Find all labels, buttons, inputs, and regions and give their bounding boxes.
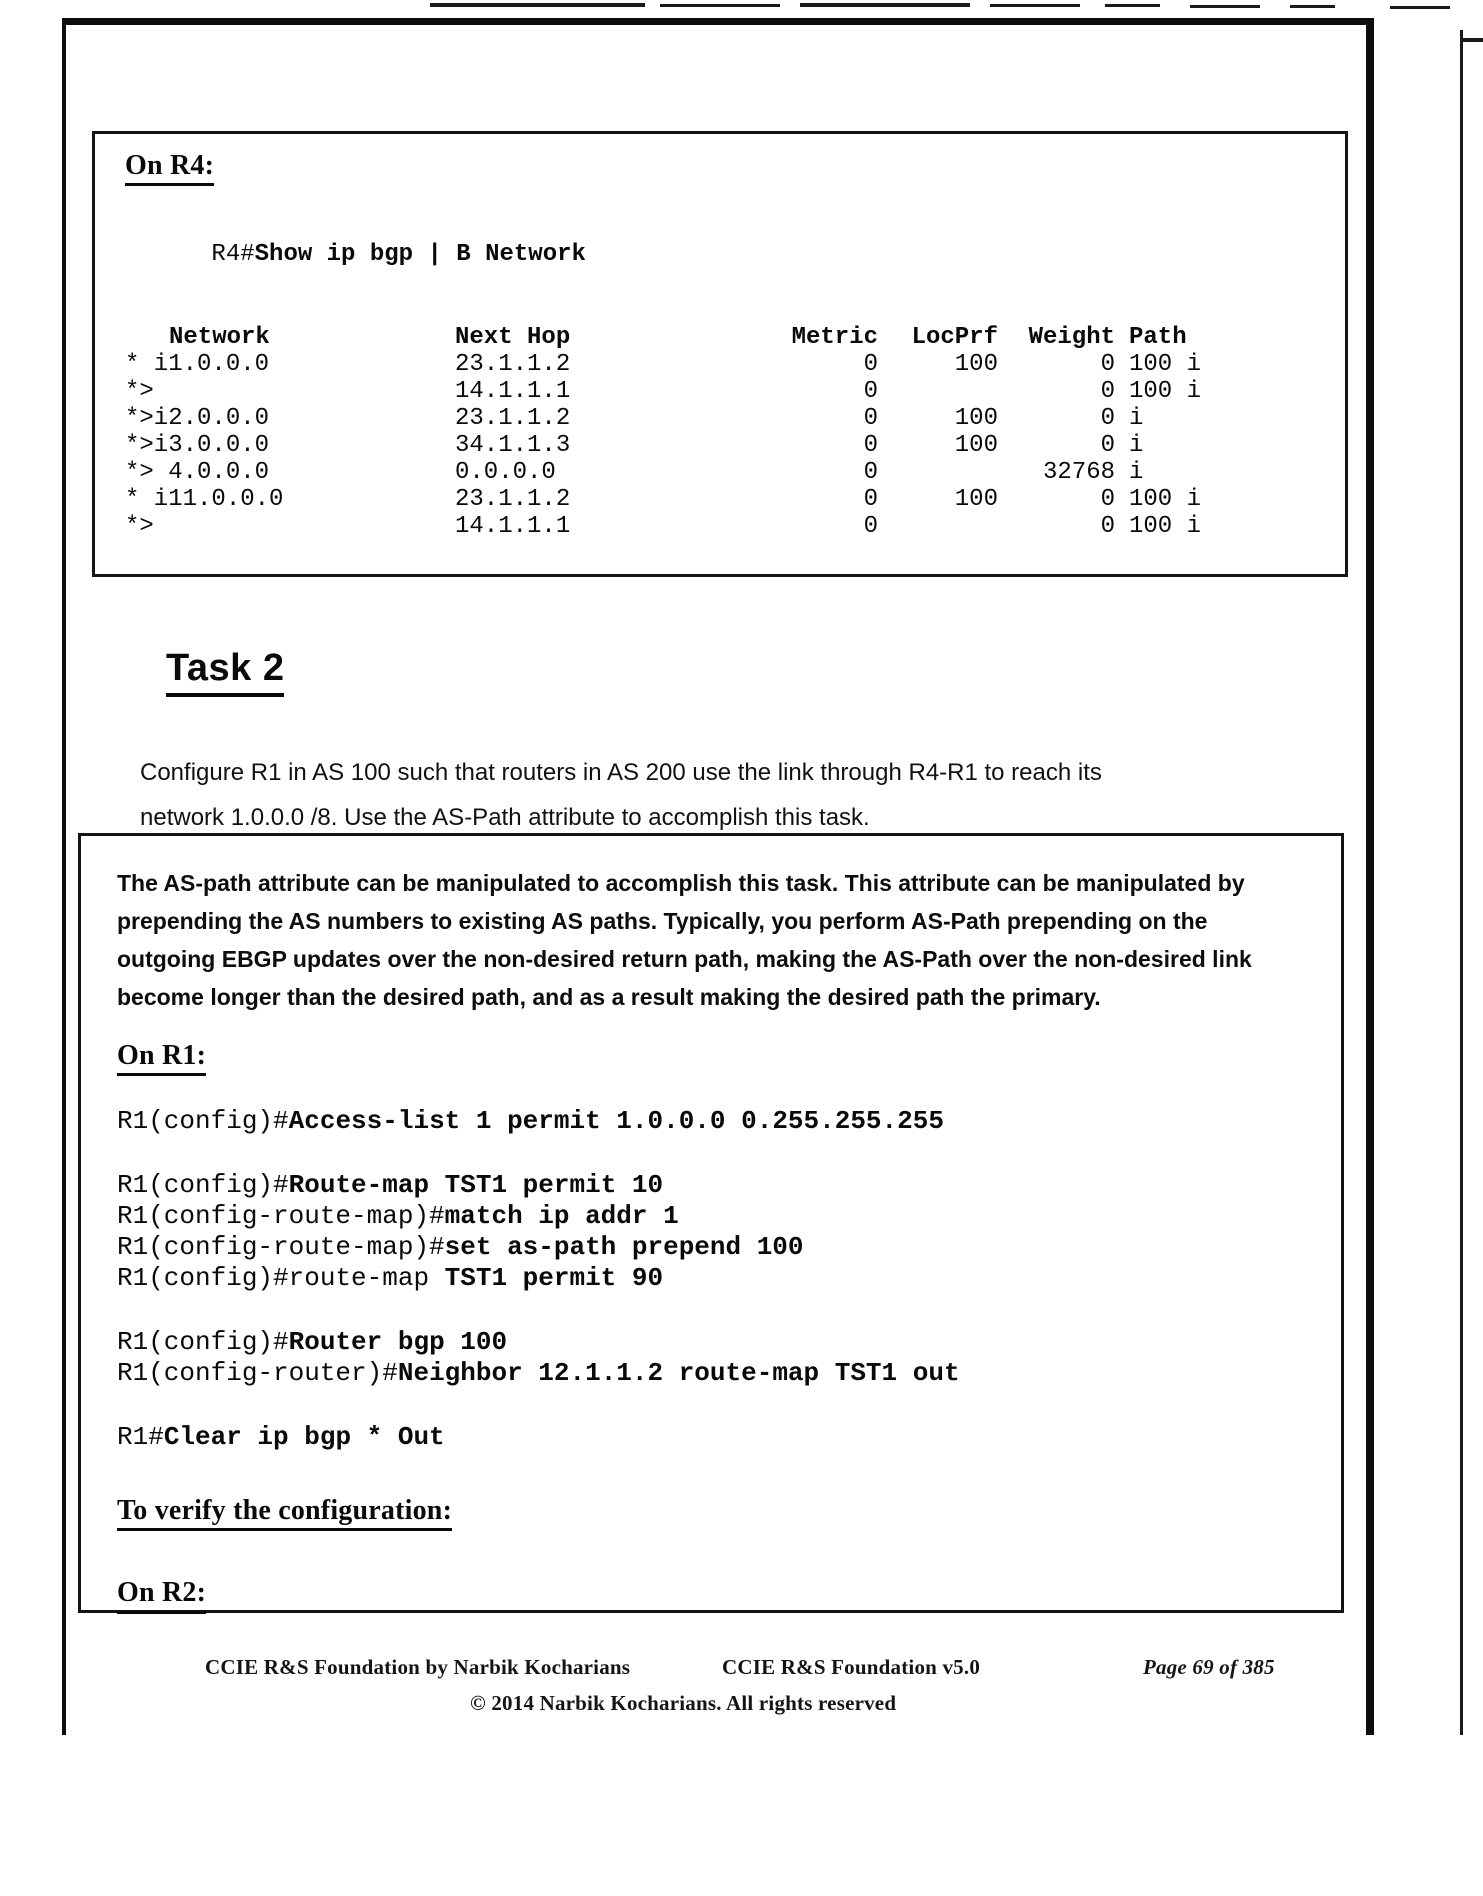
bgp-cell-weight: 0 — [1100, 432, 1115, 460]
bgp-cell-path: 100 i — [1129, 351, 1202, 379]
bgp-table — [125, 324, 1315, 540]
bgp-header-metric: Metric — [791, 324, 878, 352]
config-command-line — [117, 1170, 1301, 1201]
scan-artifact-dash — [660, 4, 780, 7]
scan-artifact-dash — [1190, 5, 1260, 8]
cli-prompt: R1(config)# — [117, 1170, 289, 1201]
config-command-line — [117, 1106, 1301, 1137]
command-group — [117, 1327, 1301, 1389]
scan-artifact-dash — [430, 3, 645, 7]
verify-heading: To verify the configuration: — [117, 1495, 452, 1531]
cli-prompt: R1(config-route-map)# — [117, 1201, 445, 1232]
bgp-cell-network: *> — [125, 378, 154, 406]
bgp-cell-next-hop: 23.1.1.2 — [455, 405, 571, 433]
cli-command: set as-path prepend 100 — [444, 1232, 804, 1263]
config-command-line — [117, 1201, 1301, 1232]
bgp-cell-next-hop: 0.0.0.0 — [455, 459, 556, 487]
cli-command: Clear ip bgp * Out — [163, 1422, 445, 1453]
config-command-line — [117, 1358, 1301, 1389]
config-command-line — [117, 1263, 1301, 1294]
bgp-cell-network: *> — [125, 513, 154, 541]
bgp-cell-locprf — [878, 378, 998, 405]
bgp-cell-locprf: 100 — [954, 351, 998, 379]
scan-edge-tick — [1462, 38, 1483, 42]
bgp-cell-path: i — [1129, 432, 1144, 460]
command-group — [117, 1170, 1301, 1294]
cli-command: TST1 permit 90 — [444, 1263, 664, 1294]
footer-version: CCIE R&S Foundation v5.0 — [722, 1655, 981, 1679]
command-group — [117, 1106, 1301, 1137]
bgp-cell-path: 100 i — [1129, 486, 1202, 514]
r4-output-box — [92, 131, 1348, 577]
bgp-cell-weight: 0 — [1100, 351, 1115, 379]
bgp-cell-next-hop: 14.1.1.1 — [455, 378, 571, 406]
task-2-description: Configure R1 in AS 100 such that routers in AS 200 use the link through R4-R1 to reach its network 1.0.0.0 /8. Use the AS-Path attribute to accomplish this task. — [140, 759, 1102, 831]
scan-artifact-dash — [1105, 4, 1160, 7]
config-command-line — [117, 1232, 1301, 1263]
scan-edge-line — [1460, 30, 1463, 1735]
bgp-cell-locprf: 100 — [954, 405, 998, 433]
bgp-cell-next-hop: 23.1.1.2 — [455, 486, 571, 514]
on-r4-heading: On R4: — [125, 150, 214, 186]
bgp-cell-path: 100 i — [1129, 378, 1202, 406]
bgp-cell-next-hop: 34.1.1.3 — [455, 432, 571, 460]
cli-prompt: R1(config)# — [117, 1106, 289, 1137]
cli-command: Router bgp 100 — [288, 1327, 508, 1358]
bgp-cell-network: * i11.0.0.0 — [125, 486, 284, 514]
config-command-line — [117, 1422, 1301, 1453]
bgp-cell-next-hop: 14.1.1.1 — [455, 513, 571, 541]
cli-prompt: R1(config-route-map)# — [117, 1232, 445, 1263]
bgp-cell-metric: 0 — [863, 486, 878, 514]
bgp-cell-metric: 0 — [863, 351, 878, 379]
bgp-header-network: Network — [169, 324, 270, 352]
bgp-cell-path: i — [1129, 405, 1144, 433]
r1-config-commands — [117, 1106, 1301, 1453]
task-2-title: Task 2 — [166, 648, 284, 697]
bgp-cell-weight: 0 — [1100, 486, 1115, 514]
r4-command-line — [125, 210, 1315, 300]
bgp-cell-next-hop: 23.1.1.2 — [455, 351, 571, 379]
scan-artifact-dash — [1290, 5, 1335, 8]
bgp-cell-path: 100 i — [1129, 513, 1202, 541]
on-r1-heading: On R1: — [117, 1040, 206, 1076]
cli-command: Neighbor 12.1.1.2 route-map TST1 out — [397, 1358, 960, 1389]
bgp-cell-path: i — [1129, 459, 1144, 487]
cli-command: Route-map TST1 permit 10 — [288, 1170, 664, 1201]
bgp-cell-network: *> 4.0.0.0 — [125, 459, 270, 487]
scan-artifact-dash — [990, 4, 1080, 7]
r4-prompt: R4# — [211, 241, 255, 269]
on-r2-heading: On R2: — [117, 1577, 206, 1613]
bgp-header-path: Path — [1129, 324, 1187, 352]
bgp-header-locprf: LocPrf — [911, 324, 998, 352]
cli-prompt: R1(config-router)# — [117, 1358, 398, 1389]
bgp-cell-metric: 0 — [863, 432, 878, 460]
as-path-explanation: The AS-path attribute can be manipulated to accomplish this task. This attribute can be manipulated by prepending the AS numbers to existing AS paths. Typically, you perform AS-Path prepending on the outgoing EBGP updates over the non-desired return path, making the AS-Path over the non-desired link become longer than the desired path, and as a result making the desired path the primary. — [117, 870, 1252, 1010]
footer-book-title: CCIE R&S Foundation by Narbik Kocharians — [205, 1655, 631, 1679]
bgp-cell-network: *>i2.0.0.0 — [125, 405, 270, 433]
bgp-cell-locprf: 100 — [954, 486, 998, 514]
cli-prompt: R1(config)# — [117, 1327, 289, 1358]
cli-prompt: R1(config)#route-map — [117, 1263, 445, 1294]
footer-copyright: © 2014 Narbik Kocharians. All rights reserved — [470, 1691, 897, 1715]
scan-artifact-dash — [800, 3, 970, 7]
bgp-header-next-hop: Next Hop — [455, 324, 571, 352]
cli-command: match ip addr 1 — [444, 1201, 679, 1232]
bgp-cell-metric: 0 — [863, 405, 878, 433]
bgp-cell-network: * i1.0.0.0 — [125, 351, 270, 379]
bgp-cell-weight: 32768 — [1042, 459, 1115, 487]
bgp-cell-metric: 0 — [863, 513, 878, 541]
command-group — [117, 1422, 1301, 1453]
r4-command: Show ip bgp | B Network — [254, 241, 586, 269]
bgp-cell-locprf: 100 — [954, 432, 998, 460]
cli-prompt: R1# — [117, 1422, 164, 1453]
config-command-line — [117, 1327, 1301, 1358]
bgp-cell-locprf — [878, 513, 998, 540]
bgp-cell-metric: 0 — [863, 459, 878, 487]
bgp-cell-metric: 0 — [863, 378, 878, 406]
bgp-cell-locprf — [878, 459, 998, 486]
scan-artifact-dash — [1390, 6, 1450, 9]
cli-command: Access-list 1 permit 1.0.0.0 0.255.255.255 — [288, 1106, 944, 1137]
bgp-cell-network: *>i3.0.0.0 — [125, 432, 270, 460]
footer-page-number: Page 69 of 385 — [1143, 1655, 1275, 1679]
solution-box — [78, 833, 1344, 1613]
bgp-cell-weight: 0 — [1100, 378, 1115, 406]
bgp-header-weight: Weight — [1028, 324, 1115, 352]
bgp-cell-weight: 0 — [1100, 405, 1115, 433]
bgp-cell-weight: 0 — [1100, 513, 1115, 541]
